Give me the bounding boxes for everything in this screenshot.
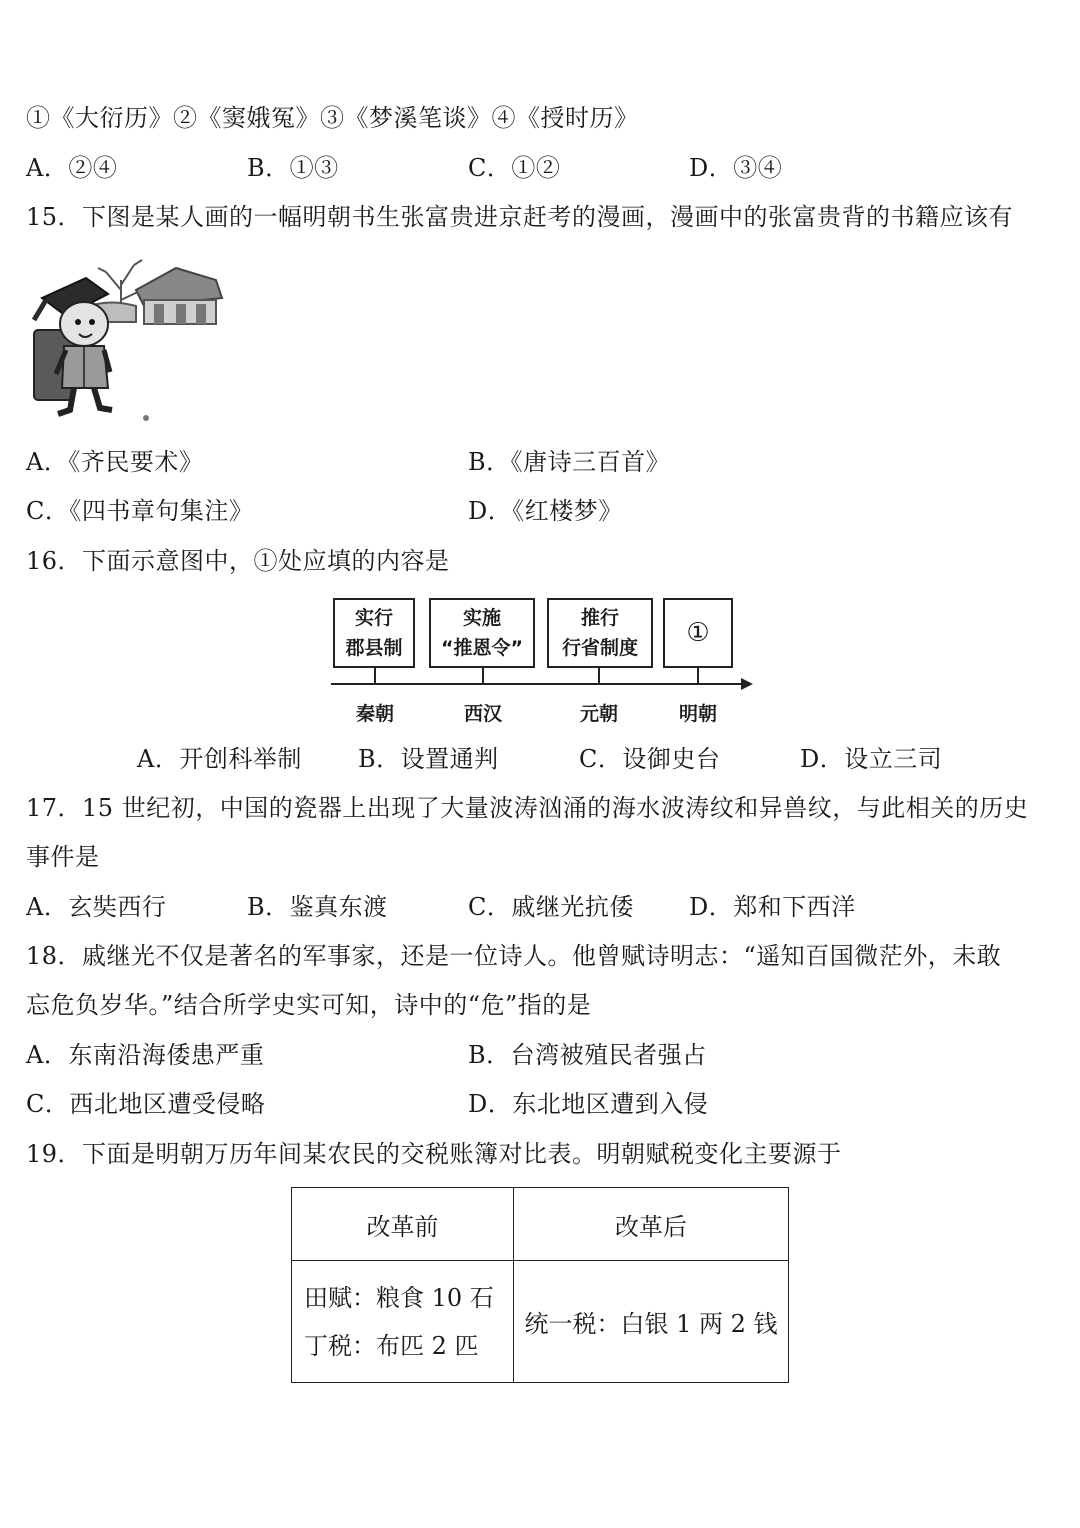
q17-stem-line1: 17．15 世纪初，中国的瓷器上出现了大量波涛汹涌的海水波涛纹和异兽纹，与此相关的历史: [26, 794, 1029, 822]
q14-option-b: B．①③: [247, 154, 339, 182]
q15-option-c: C．《四书章句集注》: [26, 497, 254, 525]
table-header-before: 改革前: [292, 1188, 514, 1261]
q14-option-d: D．③④: [689, 154, 783, 182]
timeline-box-ming-marker: ①: [686, 618, 710, 648]
scholar-cartoon-image: [26, 250, 226, 430]
timeline-label-ming: 明朝: [678, 703, 717, 725]
table-cell-before: [292, 1261, 514, 1383]
table-header-after: 改革后: [514, 1188, 789, 1261]
q19-stem: 19．下面是明朝万历年间某农民的交税账簿对比表。明朝赋税变化主要源于: [26, 1140, 842, 1168]
q14-option-c: C．①②: [468, 154, 561, 182]
timeline-box-yuan: [547, 598, 653, 668]
q17-option-a: A．玄奘西行: [26, 893, 167, 921]
table-header-row: [292, 1188, 789, 1261]
q18-option-c: C．西北地区遭受侵略: [26, 1090, 266, 1118]
q17-option-c: C．戚继光抗倭: [468, 893, 634, 921]
timeline-label-western-han: 西汉: [463, 703, 502, 725]
q14-stem: ①《大衍历》②《窦娥冤》③《梦溪笔谈》④《授时历》: [26, 104, 639, 132]
q16-option-c: C．设御史台: [579, 745, 721, 773]
q16-option-a: A．开创科举制: [137, 745, 302, 773]
before-poll-tax: 丁税：布匹 2 匹: [304, 1331, 479, 1360]
q18-option-a: A．东南沿海倭患严重: [26, 1041, 265, 1069]
timeline-diagram: [325, 595, 755, 730]
timeline-box-western-han-line2: “推恩令”: [441, 637, 523, 659]
q17-option-b: B．鉴真东渡: [247, 893, 388, 921]
table-row: [292, 1261, 789, 1383]
q15-option-d: D．《红楼梦》: [468, 497, 623, 525]
timeline-box-western-han-line1: 实施: [462, 607, 501, 629]
q16-stem: 16．下面示意图中，①处应填的内容是: [26, 547, 450, 575]
timeline-tick-qin: [374, 667, 376, 683]
timeline-box-qin-line2: 郡县制: [345, 637, 403, 659]
timeline-box-qin: [333, 598, 415, 668]
tax-comparison-table: [291, 1187, 789, 1383]
timeline-box-yuan-line2: 行省制度: [561, 637, 638, 659]
timeline-arrow-icon: [741, 678, 753, 690]
timeline-box-qin-line1: 实行: [354, 607, 393, 629]
timeline-label-yuan: 元朝: [579, 703, 618, 725]
q17-option-d: D．郑和下西洋: [689, 893, 856, 921]
q14-option-a: A．②④: [26, 154, 118, 182]
q16-option-b: B．设置通判: [358, 745, 499, 773]
timeline-box-yuan-line1: 推行: [580, 607, 619, 629]
q16-option-d: D．设立三司: [800, 745, 943, 773]
q18-option-b: B．台湾被殖民者强占: [468, 1041, 707, 1069]
q18-stem-line1: 18．戚继光不仅是著名的军事家，还是一位诗人。他曾赋诗明志：“遥知百国微茫外，未敢: [26, 942, 1002, 970]
q15-stem: 15．下图是某人画的一幅明朝书生张富贵进京赶考的漫画，漫画中的张富贵背的书籍应该有: [26, 203, 1014, 231]
timeline-box-western-han: [429, 598, 535, 668]
timeline-tick-ming: [697, 667, 699, 683]
timeline-label-qin: 秦朝: [355, 703, 394, 725]
timeline-box-ming-blank: [663, 598, 733, 668]
q15-option-a: A．《齐民要术》: [26, 448, 204, 476]
timeline-axis: [331, 683, 743, 685]
table-cell-after: 统一税：白银 1 两 2 钱: [514, 1261, 789, 1383]
q18-option-d: D．东北地区遭到入侵: [468, 1090, 709, 1118]
before-land-tax: 田赋：粮食 10 石: [304, 1283, 494, 1312]
q15-option-b: B．《唐诗三百首》: [468, 448, 671, 476]
q18-stem-line2: 忘危负岁华。”结合所学史实可知，诗中的“危”指的是: [26, 991, 592, 1019]
timeline-tick-yuan: [598, 667, 600, 683]
q17-stem-line2: 事件是: [26, 843, 100, 871]
timeline-tick-western-han: [482, 667, 484, 683]
